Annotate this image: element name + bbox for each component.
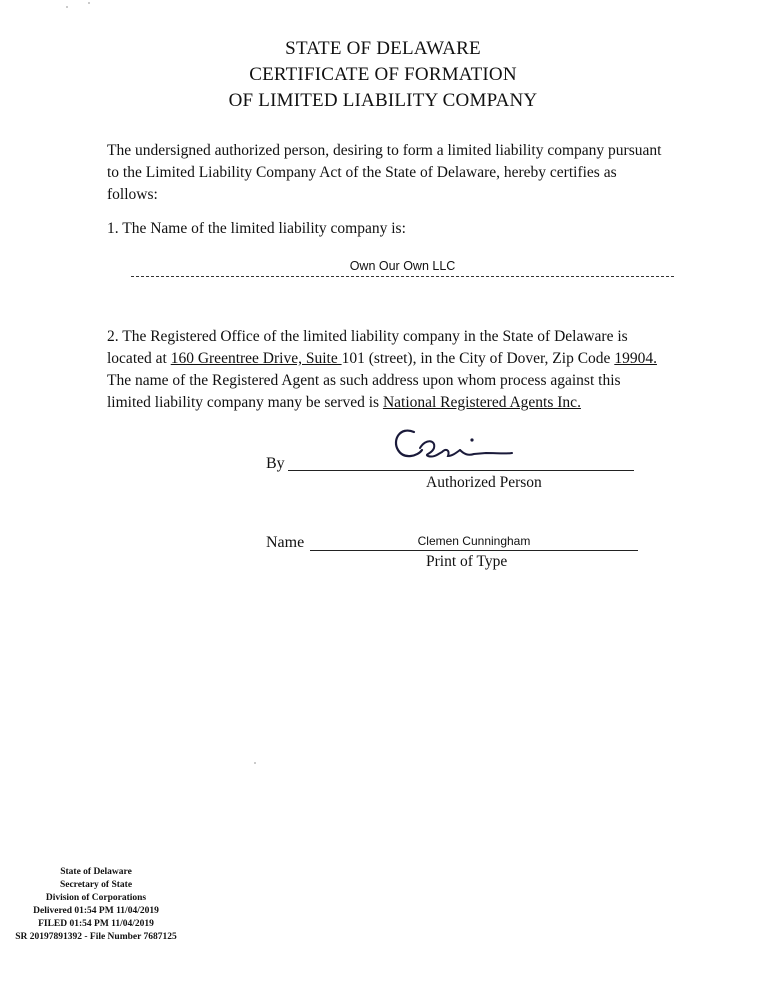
scan-speck xyxy=(88,2,90,4)
signer-name: Clemen Cunningham xyxy=(417,534,531,548)
filing-stamp: State of Delaware Secretary of State Division of Corporations Delivered 01:54 PM 11/04/2019 FILED 01:54 PM 11/04/2019 SR 20197891392 - File Number 7687125 xyxy=(15,867,177,942)
title-certificate: CERTIFICATE OF FORMATION xyxy=(249,64,517,85)
title-state: STATE OF DELAWARE xyxy=(285,38,481,59)
signature-line xyxy=(288,470,634,471)
item-2-paragraph: 2. The Registered Office of the limited liability company in the State of Delaware is located at 160 Greentree Drive, Suite 101 (street), in the City of Dover, Zip Code 19904. The name of the Registered Agent as such address upon whom process against this limited liability company many be served is National Registered Agents Inc. xyxy=(107,328,657,411)
handwritten-signature xyxy=(388,420,518,468)
registered-agent: National Registered Agents Inc. xyxy=(382,394,581,411)
print-type-caption: Print of Type xyxy=(426,553,508,570)
item-1-label: 1. The Name of the limited liability company is: xyxy=(107,220,406,237)
suite-number: 101 xyxy=(341,350,365,367)
registered-street: 160 Greentree Drive, Suite xyxy=(170,350,342,367)
zip-code: 19904. xyxy=(614,350,657,367)
scan-speck xyxy=(254,762,256,764)
authorized-person-caption: Authorized Person xyxy=(426,474,542,491)
scan-speck xyxy=(66,6,68,8)
name-line xyxy=(310,550,638,551)
name-label: Name xyxy=(266,534,305,551)
company-name: Own Our Own LLC xyxy=(349,259,456,273)
intro-paragraph: The undersigned authorized person, desiring to form a limited liability company pursuant to the Limited Liability Company Act of the State of Delaware, hereby certifies as follows: xyxy=(107,142,662,203)
company-name-line xyxy=(131,258,674,277)
title-llc: OF LIMITED LIABILITY COMPANY xyxy=(228,90,538,111)
by-label: By xyxy=(266,455,285,472)
